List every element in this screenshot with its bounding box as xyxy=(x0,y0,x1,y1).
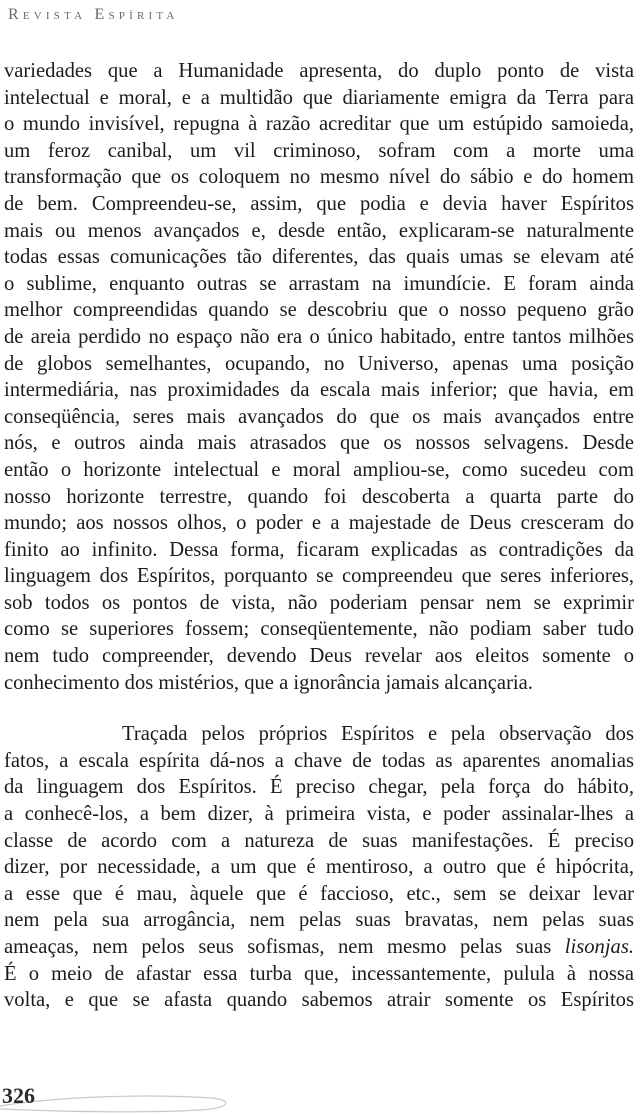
text-line: da linguagem dos Espíritos. É preciso chegar, pela força do hábito, xyxy=(4,776,634,799)
text-line: de areia perdido no espaço não era o único habitado, entre tantos milhões xyxy=(4,325,634,348)
text-line: sob todos os pontos de vista, não poderiam pensar nem se exprimir xyxy=(4,591,634,614)
text-line: melhor compreendidas quando se descobriu que o nosso pequeno grão xyxy=(4,299,634,322)
text-line: a esse que é mau, àquele que é faccioso, etc., sem se deixar levar xyxy=(4,882,634,905)
text-line: então o horizonte intelectual e moral ampliou-se, como sucedeu com xyxy=(4,458,634,481)
text-line: conseqüência, seres mais avançados do que os mais avançados entre xyxy=(4,405,634,428)
text-line: variedades que a Humanidade apresenta, do duplo ponto de vista xyxy=(4,60,634,82)
text-line: É o meio de afastar essa turba que, incessantemente, pulula à nossa xyxy=(4,962,634,985)
text-line: Traçada pelos próprios Espíritos e pela observação dos xyxy=(122,723,634,746)
running-header: Revista Espírita xyxy=(8,6,179,23)
paragraph-1 xyxy=(4,58,634,696)
text-line: intermediária, nas proximidades da escala mais inferior; que havia, em xyxy=(4,379,634,402)
text-line: nem tudo compreender, devendo Deus revelar aos eleitos somente o xyxy=(4,645,634,668)
footer-swoosh-ornament xyxy=(0,1076,260,1114)
text-line-with-italic xyxy=(4,934,634,961)
paragraph-gap xyxy=(4,696,634,721)
text-line: o mundo invisível, repugna à razão acreditar que um estúpido samoieda, xyxy=(4,113,634,136)
text-line: conhecimento dos mistérios, que a ignorância jamais alcançaria. xyxy=(4,671,533,694)
text-line: a conhecê-los, a bem dizer, à primeira vista, e poder assinalar-lhes a xyxy=(4,803,634,826)
text-line: finito ao infinito. Dessa forma, ficaram explicadas as contradições da xyxy=(4,538,634,561)
text-line: fatos, a escala espírita dá-nos a chave de todas as aparentes anomalias xyxy=(4,749,634,772)
text-segment: ameaças, nem pelos seus sofismas, nem mesmo pelas suas xyxy=(4,936,552,958)
text-line: transformação que os coloquem no mesmo nível do sábio e do homem xyxy=(4,166,634,189)
text-line: nem pela sua arrogância, nem pelas suas bravatas, nem pelas suas xyxy=(4,909,634,932)
text-line: mundo; aos nossos olhos, o poder e a majestade de Deus cresceram do xyxy=(4,512,634,535)
text-line: mais ou menos avançados e, desde então, explicaram-se naturalmente xyxy=(4,219,634,242)
text-line: linguagem dos Espíritos, porquanto se compreendeu que seres inferiores, xyxy=(4,565,634,588)
text-line: nosso horizonte terrestre, quando foi descoberta a quarta parte do xyxy=(4,485,634,508)
paragraph-2 xyxy=(4,721,634,1014)
text-line: como se superiores fossem; conseqüentemente, não podiam saber tudo xyxy=(4,618,634,641)
text-line: um feroz canibal, um vil criminoso, sofram com a morte uma xyxy=(4,139,634,162)
text-line: dizer, por necessidade, a um que é mentiroso, a outro que é hipócrita, xyxy=(4,856,634,879)
text-line: nós, e outros ainda mais atrasados que os nossos selvagens. Desde xyxy=(4,432,634,455)
text-line: todas essas comunicações tão diferentes, das quais umas se elevam até xyxy=(4,246,634,269)
body-text xyxy=(4,58,634,1014)
text-line: volta, e que se afasta quando sabemos atrair somente os Espíritos xyxy=(4,989,634,1012)
text-line: de globos semelhantes, ocupando, no Universo, apenas uma posição xyxy=(4,352,634,375)
italic-word: lisonjas. xyxy=(564,936,634,958)
text-line: o sublime, enquanto outras se arrastam na imundície. E foram ainda xyxy=(4,272,634,295)
text-line: classe de acordo com a natureza de suas manifestações. É preciso xyxy=(4,829,634,852)
page-number: 326 xyxy=(2,1083,35,1108)
text-line: de bem. Compreendeu-se, assim, que podia e devia haver Espíritos xyxy=(4,192,634,215)
text-line: intelectual e moral, e a multidão que diariamente emigra da Terra para xyxy=(4,86,634,109)
